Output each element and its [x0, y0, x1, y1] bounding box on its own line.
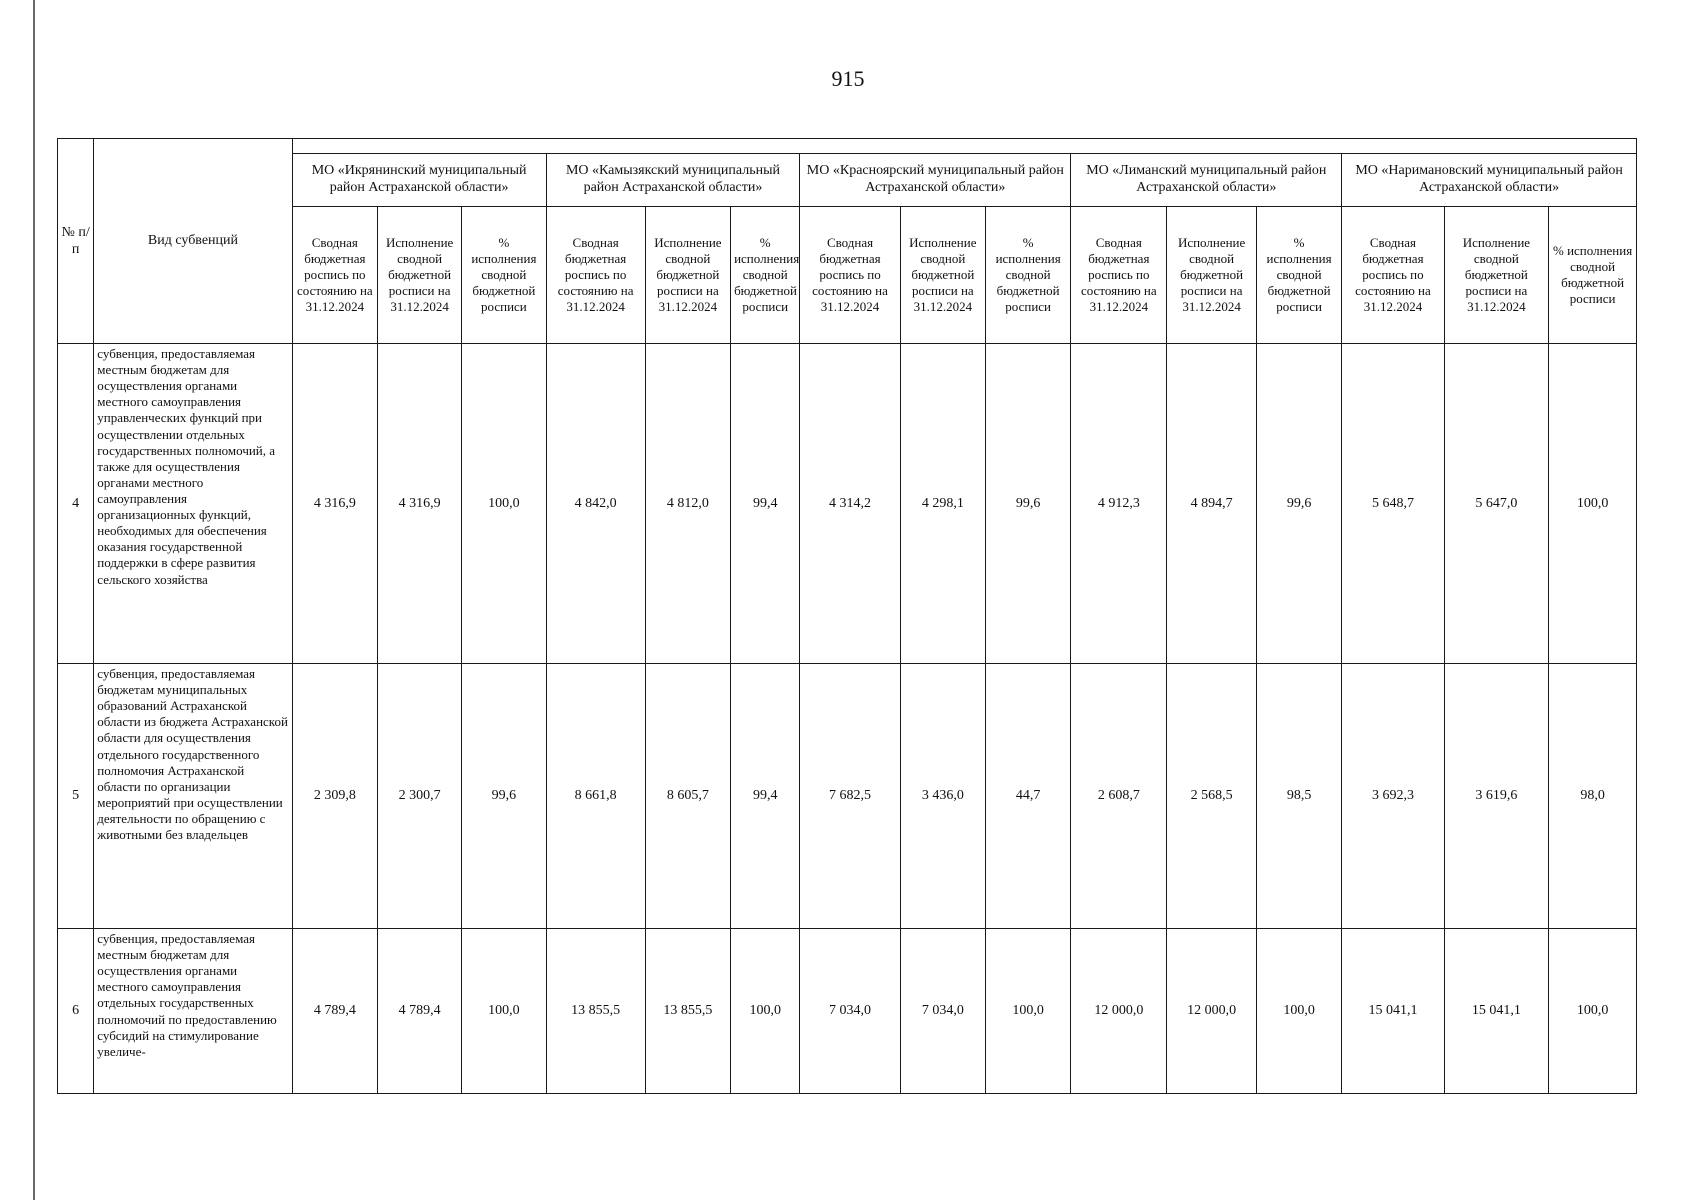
header-municipality: МО «Красноярский муниципальный район Астраханской области» [800, 154, 1071, 207]
subventions-table [57, 138, 1637, 1094]
value-cell: 2 608,7 [1071, 664, 1167, 929]
value-cell: 4 894,7 [1167, 344, 1257, 664]
value-cell: 44,7 [985, 664, 1070, 929]
value-cell: 5 647,0 [1444, 344, 1549, 664]
value-cell: 2 309,8 [292, 664, 377, 929]
table-row [58, 344, 1637, 664]
header-column: Исполнение сводной бюджетной росписи на 31.12.2024 [378, 207, 462, 344]
subvention-kind: субвенция, предоставляемая местным бюджетам для осуществления органами местного самоуправления управленческих функций при осуществлении отдельных государственных полномочий, а также для осуществления органами местного самоуправления организационных функций, необходимых для обеспечения оказания государственной поддержки в сфере развития сельского хозяйства [94, 344, 292, 664]
value-cell: 7 034,0 [900, 929, 985, 1094]
header-column: % исполнения сводной бюджетной росписи [985, 207, 1070, 344]
value-cell: 3 619,6 [1444, 664, 1549, 929]
value-cell: 15 041,1 [1342, 929, 1444, 1094]
header-municipality: МО «Лиманский муниципальный район Астраханской области» [1071, 154, 1342, 207]
value-cell: 4 316,9 [378, 344, 462, 664]
header-column: % исполнения сводной бюджетной росписи [1549, 207, 1637, 344]
subvention-kind: субвенция, предоставляемая местным бюджетам для осуществления органами местного самоуправления отдельных государственных полномочий по предоставлению субсидий на стимулирование увеличе- [97, 931, 277, 1059]
header-column: Исполнение сводной бюджетной росписи на 31.12.2024 [645, 207, 730, 344]
value-cell: 2 568,5 [1167, 664, 1257, 929]
value-cell: 4 842,0 [546, 344, 645, 664]
header-municipality: МО «Икрянинский муниципальный район Астраханской области» [292, 154, 546, 207]
header-subvention-kind: Вид субвенций [94, 139, 292, 344]
value-cell: 8 605,7 [645, 664, 730, 929]
value-cell: 100,0 [1549, 929, 1637, 1094]
header-column: Сводная бюджетная роспись по состоянию на 31.12.2024 [546, 207, 645, 344]
value-cell: 4 812,0 [645, 344, 730, 664]
subvention-kind-cell [94, 929, 292, 1094]
value-cell: 98,5 [1256, 664, 1341, 929]
value-cell: 100,0 [462, 929, 546, 1094]
value-cell: 100,0 [462, 344, 546, 664]
value-cell: 13 855,5 [546, 929, 645, 1094]
value-cell: 15 041,1 [1444, 929, 1549, 1094]
header-municipality-row [58, 154, 1637, 207]
table-row [58, 664, 1637, 929]
value-cell: 5 648,7 [1342, 344, 1444, 664]
value-cell: 13 855,5 [645, 929, 730, 1094]
header-column: Исполнение сводной бюджетной росписи на 31.12.2024 [900, 207, 985, 344]
header-band-cell [292, 139, 1636, 154]
value-cell: 7 682,5 [800, 664, 900, 929]
value-cell: 100,0 [731, 929, 800, 1094]
value-cell: 4 298,1 [900, 344, 985, 664]
table-row [58, 929, 1637, 1094]
value-cell: 99,4 [731, 664, 800, 929]
header-municipality: МО «Наримановский муниципальный район Астраханской области» [1342, 154, 1637, 207]
page-margin-rule [33, 0, 35, 1200]
value-cell: 2 300,7 [378, 664, 462, 929]
header-top-band [58, 139, 1637, 154]
header-column: % исполнения сводной бюджетной росписи [462, 207, 546, 344]
value-cell: 8 661,8 [546, 664, 645, 929]
header-row-number: № п/п [58, 139, 94, 344]
value-cell: 99,6 [1256, 344, 1341, 664]
value-cell: 99,6 [462, 664, 546, 929]
header-column: Сводная бюджетная роспись по состоянию на 31.12.2024 [1342, 207, 1444, 344]
value-cell: 7 034,0 [800, 929, 900, 1094]
row-number: 6 [58, 929, 94, 1094]
subvention-kind: субвенция, предоставляемая бюджетам муниципальных образований Астраханской области из бюджета Астраханской области для осуществления отдельного государственного полномочия Астраханской области по организации мероприятий при осуществлении деятельности по обращению с животными без владельцев [94, 664, 292, 929]
value-cell: 4 314,2 [800, 344, 900, 664]
header-municipality: МО «Камызякский муниципальный район Астраханской области» [546, 154, 800, 207]
value-cell: 99,6 [985, 344, 1070, 664]
value-cell: 4 912,3 [1071, 344, 1167, 664]
header-column: Исполнение сводной бюджетной росписи на 31.12.2024 [1167, 207, 1257, 344]
row-number: 5 [58, 664, 94, 929]
value-cell: 100,0 [1256, 929, 1341, 1094]
value-cell: 12 000,0 [1071, 929, 1167, 1094]
header-column-row [58, 207, 1637, 344]
header-column: Исполнение сводной бюджетной росписи на 31.12.2024 [1444, 207, 1549, 344]
header-column: Сводная бюджетная роспись по состоянию на 31.12.2024 [292, 207, 377, 344]
value-cell: 4 316,9 [292, 344, 377, 664]
value-cell: 12 000,0 [1167, 929, 1257, 1094]
value-cell: 4 789,4 [378, 929, 462, 1094]
value-cell: 4 789,4 [292, 929, 377, 1094]
value-cell: 3 692,3 [1342, 664, 1444, 929]
value-cell: 98,0 [1549, 664, 1637, 929]
value-cell: 99,4 [731, 344, 800, 664]
page-number: 915 [831, 66, 865, 91]
header-column: Сводная бюджетная роспись по состоянию на 31.12.2024 [800, 207, 900, 344]
header-column: % исполнения сводной бюджетной росписи [1256, 207, 1341, 344]
row-number: 4 [58, 344, 94, 664]
value-cell: 3 436,0 [900, 664, 985, 929]
header-column: Сводная бюджетная роспись по состоянию на 31.12.2024 [1071, 207, 1167, 344]
value-cell: 100,0 [1549, 344, 1637, 664]
value-cell: 100,0 [985, 929, 1070, 1094]
header-column: % исполнения сводной бюджетной росписи [731, 207, 800, 344]
